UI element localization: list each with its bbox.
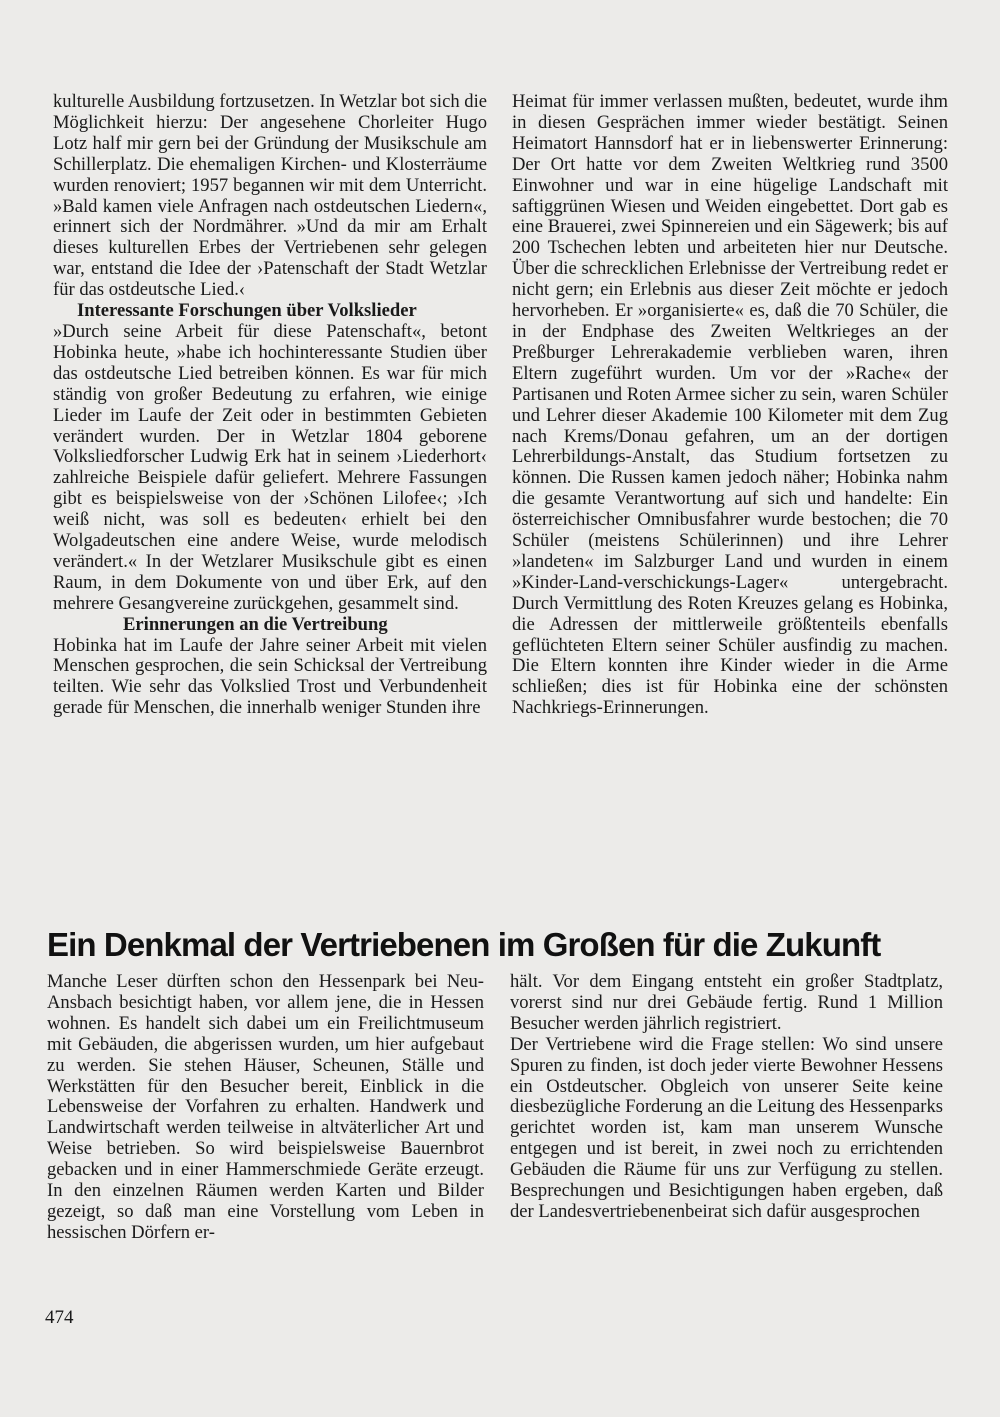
column-left-top [53, 92, 487, 719]
column-left-bottom [47, 972, 484, 1244]
column-right-bottom [510, 972, 943, 1223]
page-number: 474 [45, 1307, 74, 1328]
paragraph: kulturelle Ausbildung fortzusetzen. In Wetzlar bot sich die Möglichkeit hierzu: Der angesehene Chorleiter Hugo Lotz half mir gern bei der Gründung der Musikschule am Schillerplatz. Die ehemaligen Kirchen- und Klosterräume wurden renoviert; 1957 begannen wir mit dem Unterricht. »Bald kamen viele Anfragen nach ostdeutschen Liedern«, erinnert sich der Nordmährer. »Und da mir am Erhalt dieses kulturellen Erbes der Vertriebenen sehr gelegen war, entstand die Idee der ›Patenschaft der Stadt Wetzlar für das ostdeutsche Lied.‹ [53, 91, 487, 301]
column-right-top [512, 92, 948, 719]
subheading: Interessante Forschungen über Volkslieder [77, 300, 417, 322]
article-headline: Ein Denkmal der Vertriebenen im Großen für die Zukunft [47, 926, 881, 963]
paragraph: »Durch seine Arbeit für diese Patenschaft«, betont Hobinka heute, »habe ich hochinteressante Studien über das ostdeutsche Lied betreiben können. Es war für mich ständig von großer Bedeutung zu erfahren, wie einige Lieder im Laufe der Zeit oder in bestimmten Gebieten verändert wurden. Der in Wetzlar 1804 geborene Volksliedforscher Ludwig Erk hat in seinem ›Liederhort‹ zahlreiche Beispiele dafür geliefert. Mehrere Fassungen gibt es beispielsweise von der ›Schönen Lilofee‹; ›Ich weiß nicht, was soll es bedeuten‹ erhielt bei den Wolgadeutschen eine andere Weise, wurde melodisch verändert.« In der Wetzlarer Musikschule gibt es einen Raum, in dem Dokumente von und über Erk, auf den mehrere Gesangvereine zurückgehen, gesammelt sind. [53, 320, 487, 614]
paragraph: Heimat für immer verlassen mußten, bedeutet, wurde ihm in diesen Gesprächen immer wieder bestätigt. Seinen Heimatort Hannsdorf hat er in liebenswerter Erinnerung: Der Ort hatte vor dem Zweiten Weltkrieg rund 3500 Einwohner und war in eine hügelige Landschaft mit saftiggrünen Wiesen und Weiden eingebettet. Dort gab es eine Brauerei, zwei Spinnereien und ein Sägewerk; bis auf 200 Tschechen lebten und arbeiteten hier nur Deutsche. Über die schrecklichen Erlebnisse der Vertreibung redet er nicht gern; ein Erlebnis aus dieser Zeit möchte er jedoch hervorheben. Er »organisierte« es, daß die 70 Schüler, die in der Endphase des Zweiten Weltkrieges an der Preßburger Lehrerakademie verblieben waren, ihren Eltern zugeführt wurden. Um vor der »Rache« der Partisanen und Roten Armee sicher zu sein, waren Schüler und Lehrer dieser Akademie 100 Kilometer mit dem Zug nach Krems/Donau gefahren, um an der dortigen Lehrerbildungs-Anstalt, das Studium fortsetzen zu können. Die Russen kamen jedoch näher; Hobinka nahm die gesamte Verantwortung auf sich und handelte: Ein österreichischer Omnibusfahrer wurde bestochen; die 70 Schüler (meistens Schülerinnen) und ihre Lehrer »landeten« im Salzburger Land und wurden in einem »Kinder-Land-verschickungs-Lager« untergebracht. Durch Vermittlung des Roten Kreuzes gelang es Hobinka, die Adressen der mittlerweile größtenteils ebenfalls geflüchteten Eltern seiner Schüler ausfindig zu machen. Die Eltern konnten ihre Kinder wieder in die Arme schließen; dies ist für Hobinka eine der schönsten Nachkriegs-Erinnerungen. [512, 91, 948, 719]
paragraph: Manche Leser dürften schon den Hessenpark bei Neu-Ansbach besichtigt haben, vor allem jene, die in Hessen wohnen. Es handelt sich dabei um ein Freilichtmuseum mit Gebäuden, die abgerissen wurden, um hier aufgebaut zu werden. Sie stehen Häuser, Scheunen, Ställe und Werkstätten für den Besucher bereit, Einblick in die Lebensweise der Vorfahren zu erhalten. Handwerk und Landwirtschaft werden teilweise in altväterlicher Art und Weise betrieben. So wird beispielsweise Bauernbrot gebacken und in einer Hammerschmiede Geräte erzeugt. In den einzelnen Räumen werden Karten und Bilder gezeigt, so daß man eine Vorstellung vom Leben in hessischen Dörfern er- [47, 971, 484, 1243]
paragraph: Der Vertriebene wird die Frage stellen: Wo sind unsere Spuren zu finden, ist doch jeder vierte Bewohner Hessens ein Ostdeutscher. Obgleich von unserer Seite keine diesbezügliche Forderung an die Leitung des Hessenparks gerichtet worden ist, kam man unserem Wunsche entgegen und ist bereit, in zwei noch zu errichtenden Gebäuden die Räume für uns zur Verfügung zu stellen. Besprechungen und Besichtigungen haben ergeben, daß der Landesvertriebenenbeirat sich dafür ausgesprochen [510, 1033, 943, 1222]
paragraph: Hobinka hat im Laufe der Jahre seiner Arbeit mit vielen Menschen gesprochen, die sein Schicksal der Vertreibung teilten. Wie sehr das Volkslied Trost und Verbundenheit gerade für Menschen, die innerhalb weniger Stunden ihre [53, 634, 487, 719]
paragraph: hält. Vor dem Eingang entsteht ein großer Stadtplatz, vorerst sind nur drei Gebäude fertig. Rund 1 Million Besucher werden jährlich registriert. [510, 971, 943, 1034]
subheading: Erinnerungen an die Vertreibung [123, 613, 388, 635]
